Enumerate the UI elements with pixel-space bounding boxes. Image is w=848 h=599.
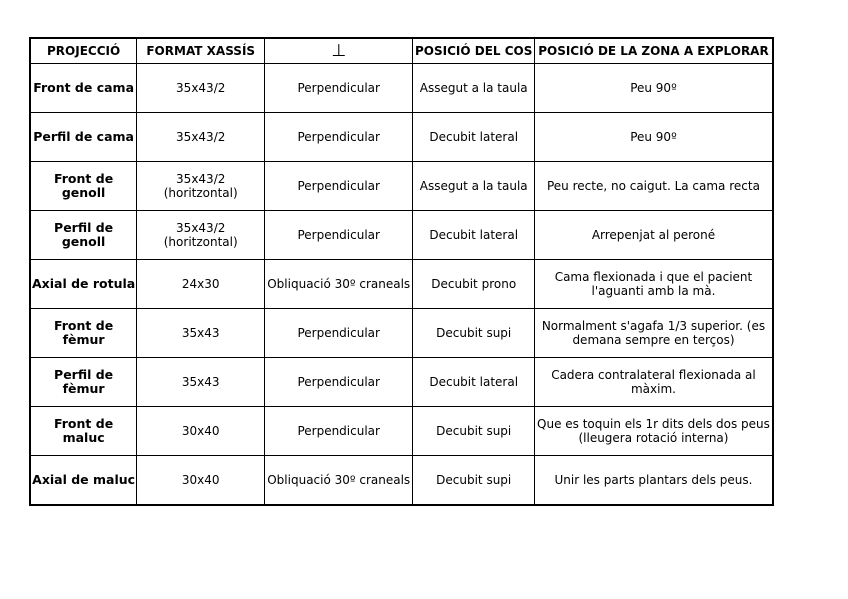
cell-format: 35x43/2 bbox=[137, 64, 265, 113]
cell-zone-position: Peu recte, no caigut. La cama recta bbox=[535, 162, 773, 211]
cell-angle: Perpendicular bbox=[265, 358, 413, 407]
table-row bbox=[30, 113, 773, 162]
cell-projection: Perfil de genoll bbox=[30, 211, 137, 260]
cell-body-position: Decubit lateral bbox=[413, 358, 535, 407]
cell-projection: Front de genoll bbox=[30, 162, 137, 211]
cell-angle: Perpendicular bbox=[265, 162, 413, 211]
cell-angle: Obliquació 30º craneals bbox=[265, 456, 413, 506]
header-posicio-zona: POSICIÓ DE LA ZONA A EXPLORAR bbox=[535, 38, 773, 64]
cell-zone-position: Cadera contralateral flexionada al màxim. bbox=[535, 358, 773, 407]
cell-angle: Perpendicular bbox=[265, 113, 413, 162]
cell-format: 24x30 bbox=[137, 260, 265, 309]
cell-angle: Perpendicular bbox=[265, 309, 413, 358]
cell-angle: Perpendicular bbox=[265, 407, 413, 456]
cell-zone-position: Normalment s'agafa 1/3 superior. (es demana sempre en terços) bbox=[535, 309, 773, 358]
cell-body-position: Decubit lateral bbox=[413, 113, 535, 162]
cell-zone-position: Que es toquin els 1r dits dels dos peus (lleugera rotació interna) bbox=[535, 407, 773, 456]
table-row bbox=[30, 407, 773, 456]
cell-projection: Front de maluc bbox=[30, 407, 137, 456]
cell-projection: Perfil de fèmur bbox=[30, 358, 137, 407]
radiography-protocol-table bbox=[29, 37, 774, 506]
header-projeccio: PROJECCIÓ bbox=[30, 38, 137, 64]
cell-zone-position: Arrepenjat al peroné bbox=[535, 211, 773, 260]
cell-format: 35x43/2 (horitzontal) bbox=[137, 211, 265, 260]
cell-zone-position: Unir les parts plantars dels peus. bbox=[535, 456, 773, 506]
cell-zone-position: Cama flexionada i que el pacient l'aguanti amb la mà. bbox=[535, 260, 773, 309]
cell-body-position: Decubit lateral bbox=[413, 211, 535, 260]
cell-projection: Front de fèmur bbox=[30, 309, 137, 358]
cell-body-position: Decubit supi bbox=[413, 456, 535, 506]
table-row bbox=[30, 211, 773, 260]
cell-angle: Perpendicular bbox=[265, 64, 413, 113]
cell-format: 35x43 bbox=[137, 309, 265, 358]
table-row bbox=[30, 358, 773, 407]
perpendicular-symbol-icon: ⊥ bbox=[265, 38, 413, 64]
cell-angle: Perpendicular bbox=[265, 211, 413, 260]
table-row bbox=[30, 260, 773, 309]
cell-body-position: Assegut a la taula bbox=[413, 64, 535, 113]
cell-projection: Axial de rotula bbox=[30, 260, 137, 309]
cell-body-position: Decubit supi bbox=[413, 407, 535, 456]
cell-format: 30x40 bbox=[137, 456, 265, 506]
cell-format: 35x43/2 bbox=[137, 113, 265, 162]
cell-zone-position: Peu 90º bbox=[535, 64, 773, 113]
cell-body-position: Decubit prono bbox=[413, 260, 535, 309]
cell-angle: Obliquació 30º craneals bbox=[265, 260, 413, 309]
header-format-xassis: FORMAT XASSÍS bbox=[137, 38, 265, 64]
header-posicio-del-cos: POSICIÓ DEL COS bbox=[413, 38, 535, 64]
table-row bbox=[30, 162, 773, 211]
cell-format: 30x40 bbox=[137, 407, 265, 456]
cell-body-position: Decubit supi bbox=[413, 309, 535, 358]
cell-projection: Front de cama bbox=[30, 64, 137, 113]
cell-projection: Perfil de cama bbox=[30, 113, 137, 162]
cell-format: 35x43 bbox=[137, 358, 265, 407]
cell-body-position: Assegut a la taula bbox=[413, 162, 535, 211]
table-row bbox=[30, 309, 773, 358]
table-row bbox=[30, 64, 773, 113]
table-row bbox=[30, 456, 773, 506]
header-row bbox=[30, 38, 773, 64]
cell-zone-position: Peu 90º bbox=[535, 113, 773, 162]
cell-projection: Axial de maluc bbox=[30, 456, 137, 506]
cell-format: 35x43/2 (horitzontal) bbox=[137, 162, 265, 211]
